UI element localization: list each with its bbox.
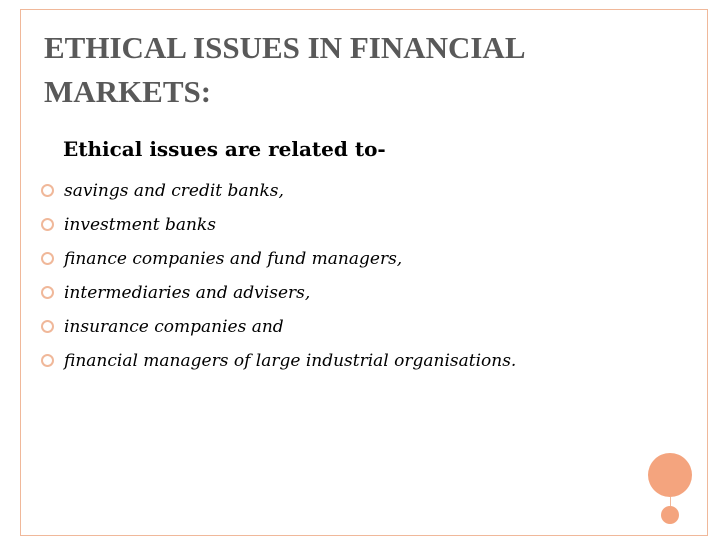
- list-item: [38, 246, 558, 272]
- bullet-circle-icon: [41, 320, 54, 333]
- bullet-circle-icon: [41, 354, 54, 367]
- list-item: [38, 178, 558, 204]
- bullet-list: [38, 178, 558, 382]
- slide-title: ETHICAL ISSUES IN FINANCIAL MARKETS:: [44, 30, 524, 109]
- list-item-text: investment banks: [64, 215, 216, 235]
- list-item: [38, 280, 558, 306]
- list-item: [38, 212, 558, 238]
- list-item-text: finance companies and fund managers,: [64, 249, 403, 269]
- bullet-circle-icon: [41, 286, 54, 299]
- list-item: [38, 348, 558, 374]
- bullet-circle-icon: [41, 218, 54, 231]
- list-item-text: insurance companies and: [64, 317, 284, 337]
- decorative-connector: [670, 497, 671, 506]
- list-item: [38, 314, 558, 340]
- list-item-text: savings and credit banks,: [64, 181, 284, 201]
- bullet-circle-icon: [41, 184, 54, 197]
- decorative-circle-small: [661, 506, 679, 524]
- list-item-text: financial managers of large industrial organisations.: [64, 351, 517, 371]
- decorative-circle-large: [648, 453, 692, 497]
- bullet-circle-icon: [41, 252, 54, 265]
- list-item-text: intermediaries and advisers,: [64, 283, 311, 303]
- lead-text: Ethical issues are related to-: [63, 137, 386, 161]
